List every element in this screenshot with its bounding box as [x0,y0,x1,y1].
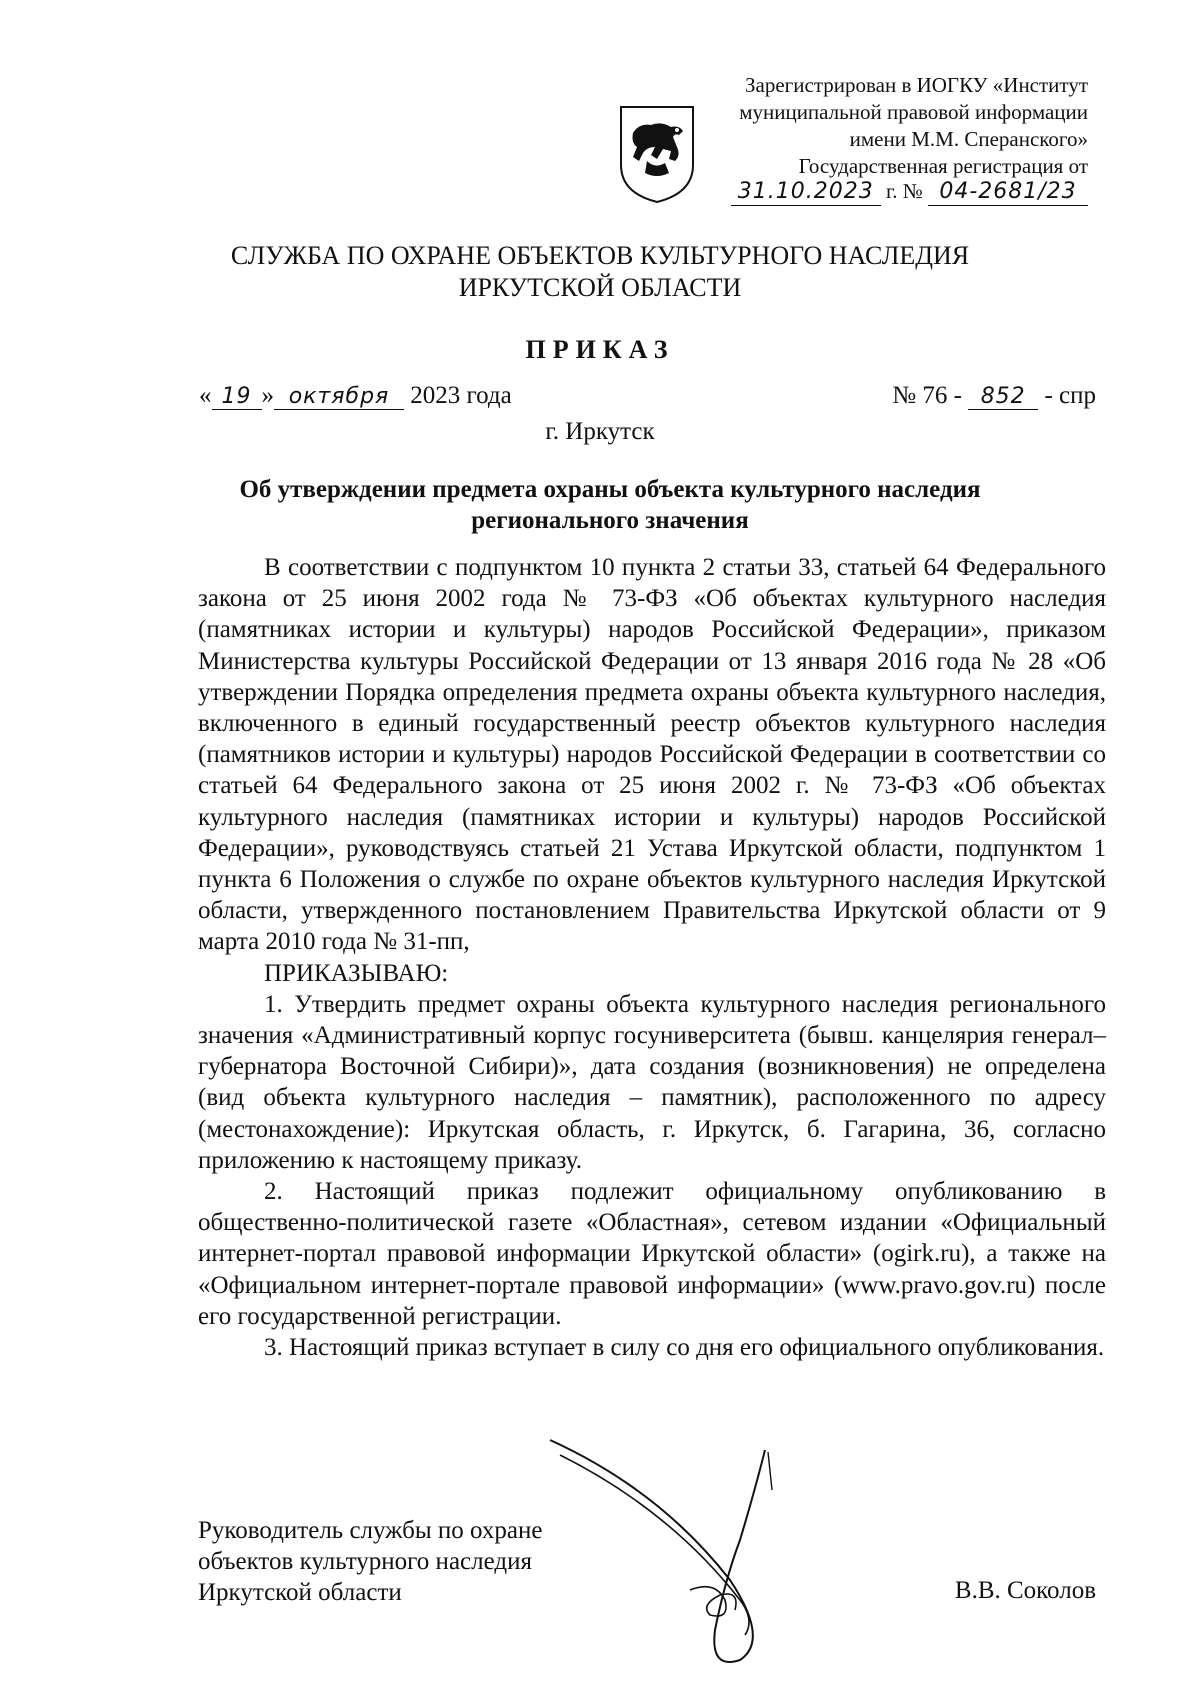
agency-header-line-2: ИРКУТСКОЙ ОБЛАСТИ [458,273,742,302]
subject-line-1: Об утверждении предмета охраны объекта культурного наследия [239,476,981,503]
date-day: 19 [212,384,262,410]
registration-date: 31.10.2023 [731,178,881,206]
order-number-value: 852 [968,384,1038,410]
document-title: ПРИКАЗ [525,335,675,364]
handwritten-signature [540,1430,860,1670]
signatory-line-3: Иркутской области [198,1579,402,1606]
registration-line-2: муниципальной правовой информации [739,100,1088,124]
agency-header-line-1: СЛУЖБА ПО ОХРАНЕ ОБЪЕКТОВ КУЛЬТУРНОГО НАСЛЕДИЯ [230,241,970,270]
signatory-line-2: объектов культурного наследия [198,1548,532,1575]
registration-line-1: Зарегистрирован в ИОГКУ «Институт [744,73,1088,97]
signatory-position [198,1515,542,1608]
order-number-suffix: - спр [1044,382,1096,409]
signatory-name: В.В. Соколов [954,1577,1096,1604]
registration-number: 04-2681/23 [928,178,1088,206]
agency-header [0,240,1200,304]
registration-line-4: Государственная регистрация от [798,154,1088,178]
document-body [198,552,1106,1363]
order-number [892,382,1096,410]
date-open-quote: « [199,382,212,409]
item-2-paragraph: 2. Настоящий приказ подлежит официальному опубликованию в общественно-политической газете «Областная», сетевом издании «Официальный интернет-портал правовой информации Иркутской области» (ogirk.ru), а также на «Официальном интернет-портале правовой информации» (www.pravo.gov.ru) после его государственной регистрации. [198,1178,1106,1330]
order-date [199,382,512,410]
registration-block [668,72,1088,206]
order-number-prefix: № 76 - [892,382,962,409]
item-3-paragraph: 3. Настоящий приказ вступает в силу со дня его официального опубликования. [264,1334,1105,1362]
item-1-paragraph: 1. Утвердить предмет охраны объекта культурного наследия регионального значения «Административный корпус госуниверситета (бывш. канцелярия генерал–губернатора Восточной Сибири)», дата создания (возникновения) не определена (вид объекта культурного наследия – памятник), расположенного по адресу (местонахождение): Иркутская область, г. Иркутск, б. Гагарина, 36, согласно приложению к настоящему приказу. [198,990,1106,1174]
city: г. Иркутск [545,418,655,445]
subject-line-2: регионального значения [471,507,749,534]
registration-number-label: г. № [885,179,923,203]
document-subject [220,474,1000,536]
signatory-line-1: Руководитель службы по охране [198,1517,543,1544]
irkutsk-coat-of-arms-icon [617,103,697,205]
order-word: ПРИКАЗЫВАЮ: [264,959,449,987]
registration-line-3: имени М.М. Сперанского» [849,127,1088,151]
date-year: 2023 года [410,382,512,409]
registration-fill-line [668,178,1088,206]
date-month: октября [274,384,404,410]
preamble-paragraph: В соответствии с подпунктом 10 пункта 2 статьи 33, статьей 64 Федерального закона от 25 июня 2002 года № 73-ФЗ «Об объектах культурного наследия (памятниках истории и культуры) народов Российской Федерации», приказом Министерства культуры Российской Федерации от 13 января 2016 года № 28 «Об утверждении Порядка определения предмета охраны объекта культурного наследия, включенного в единый государственный реестр объектов культурного наследия (памятников истории и культуры) народов Российской Федерации в соответствии со статьей 64 Федерального закона от 25 июня 2002 г. № 73-ФЗ «Об объектах культурного наследия (памятниках истории и культуры) народов Российской Федерации», руководствуясь статьей 21 Устава Иркутской области, подпунктом 1 пункта 6 Положения о службе по охране объектов культурного наследия Иркутской области, утвержденного постановлением Правительства Иркутской области от 9 марта 2010 года № 31-пп, [198,554,1106,956]
date-close-quote: » [261,382,274,409]
